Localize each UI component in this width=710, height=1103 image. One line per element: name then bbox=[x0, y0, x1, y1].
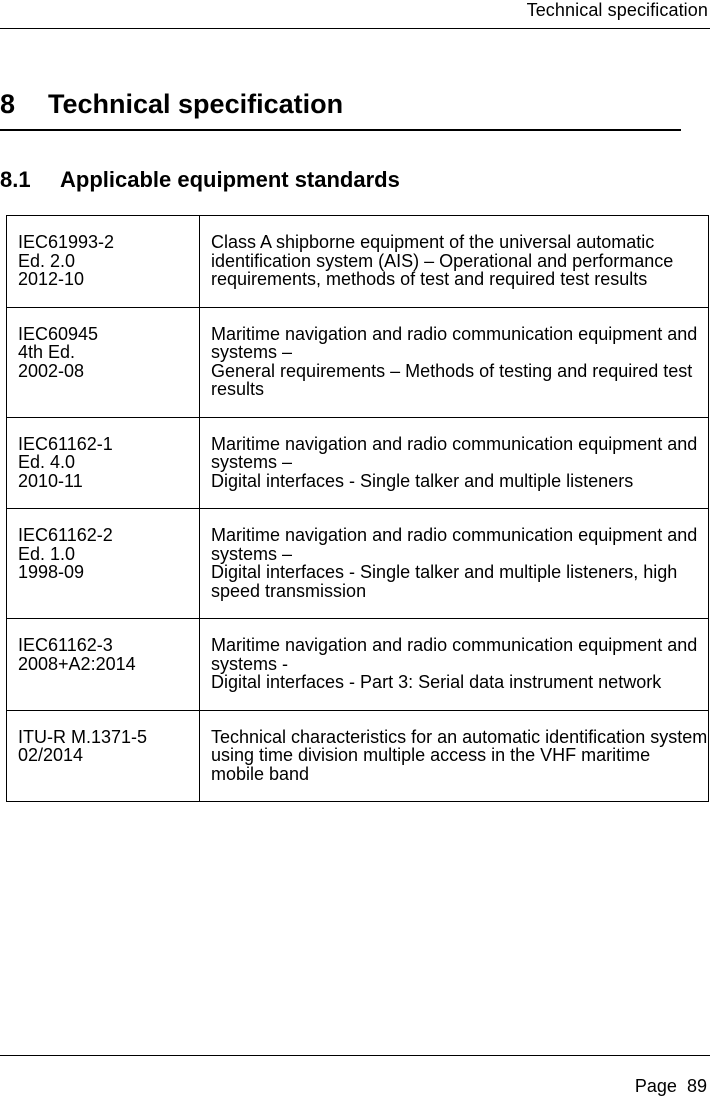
standard-id-cell: ITU-R M.1371-5 02/2014 bbox=[7, 710, 200, 802]
standard-description-cell: Maritime navigation and radio communication equipment and systems – Digital interfaces - Single talker and multiple listeners bbox=[200, 417, 709, 509]
page-number-value: 89 bbox=[686, 1076, 707, 1096]
table-row bbox=[7, 619, 709, 711]
page-label: Page bbox=[634, 1076, 677, 1096]
page-number bbox=[635, 1076, 707, 1096]
section-heading bbox=[0, 166, 400, 194]
section-number: 8.1 bbox=[0, 167, 31, 192]
standard-id-cell: IEC61993-2 Ed. 2.0 2012-10 bbox=[7, 216, 200, 308]
section-title: Applicable equipment standards bbox=[60, 167, 400, 192]
standard-id-cell: IEC61162-1 Ed. 4.0 2010-11 bbox=[7, 417, 200, 509]
standard-description-cell: Technical characteristics for an automatic identification system using time division multiple access in the VHF maritime mobile band bbox=[200, 710, 709, 802]
table-row bbox=[7, 307, 709, 417]
table-row bbox=[7, 509, 709, 619]
chapter-heading bbox=[0, 88, 343, 120]
table-row bbox=[7, 417, 709, 509]
standard-description-cell: Maritime navigation and radio communication equipment and systems – Digital interfaces - Single talker and multiple listeners, high speed transmission bbox=[200, 509, 709, 619]
chapter-divider bbox=[0, 129, 681, 131]
header-divider bbox=[0, 28, 710, 29]
standard-id-cell: IEC61162-2 Ed. 1.0 1998-09 bbox=[7, 509, 200, 619]
standard-id-cell: IEC61162-3 2008+A2:2014 bbox=[7, 619, 200, 711]
standard-description-cell: Maritime navigation and radio communication equipment and systems - Digital interfaces - Part 3: Serial data instrument network bbox=[200, 619, 709, 711]
standards-table bbox=[6, 215, 709, 802]
standard-description-cell: Class A shipborne equipment of the universal automatic identification system (AIS) – Operational and performance requirements, methods of test and required test results bbox=[200, 216, 709, 308]
table-row bbox=[7, 710, 709, 802]
footer-divider bbox=[0, 1055, 710, 1056]
table-row bbox=[7, 216, 709, 308]
running-header: Technical specification bbox=[526, 0, 708, 20]
standard-id-cell: IEC60945 4th Ed. 2002-08 bbox=[7, 307, 200, 417]
standard-description-cell: Maritime navigation and radio communication equipment and systems – General requirements – Methods of testing and required test results bbox=[200, 307, 709, 417]
chapter-title: Technical specification bbox=[48, 89, 344, 119]
chapter-number: 8 bbox=[0, 89, 16, 119]
